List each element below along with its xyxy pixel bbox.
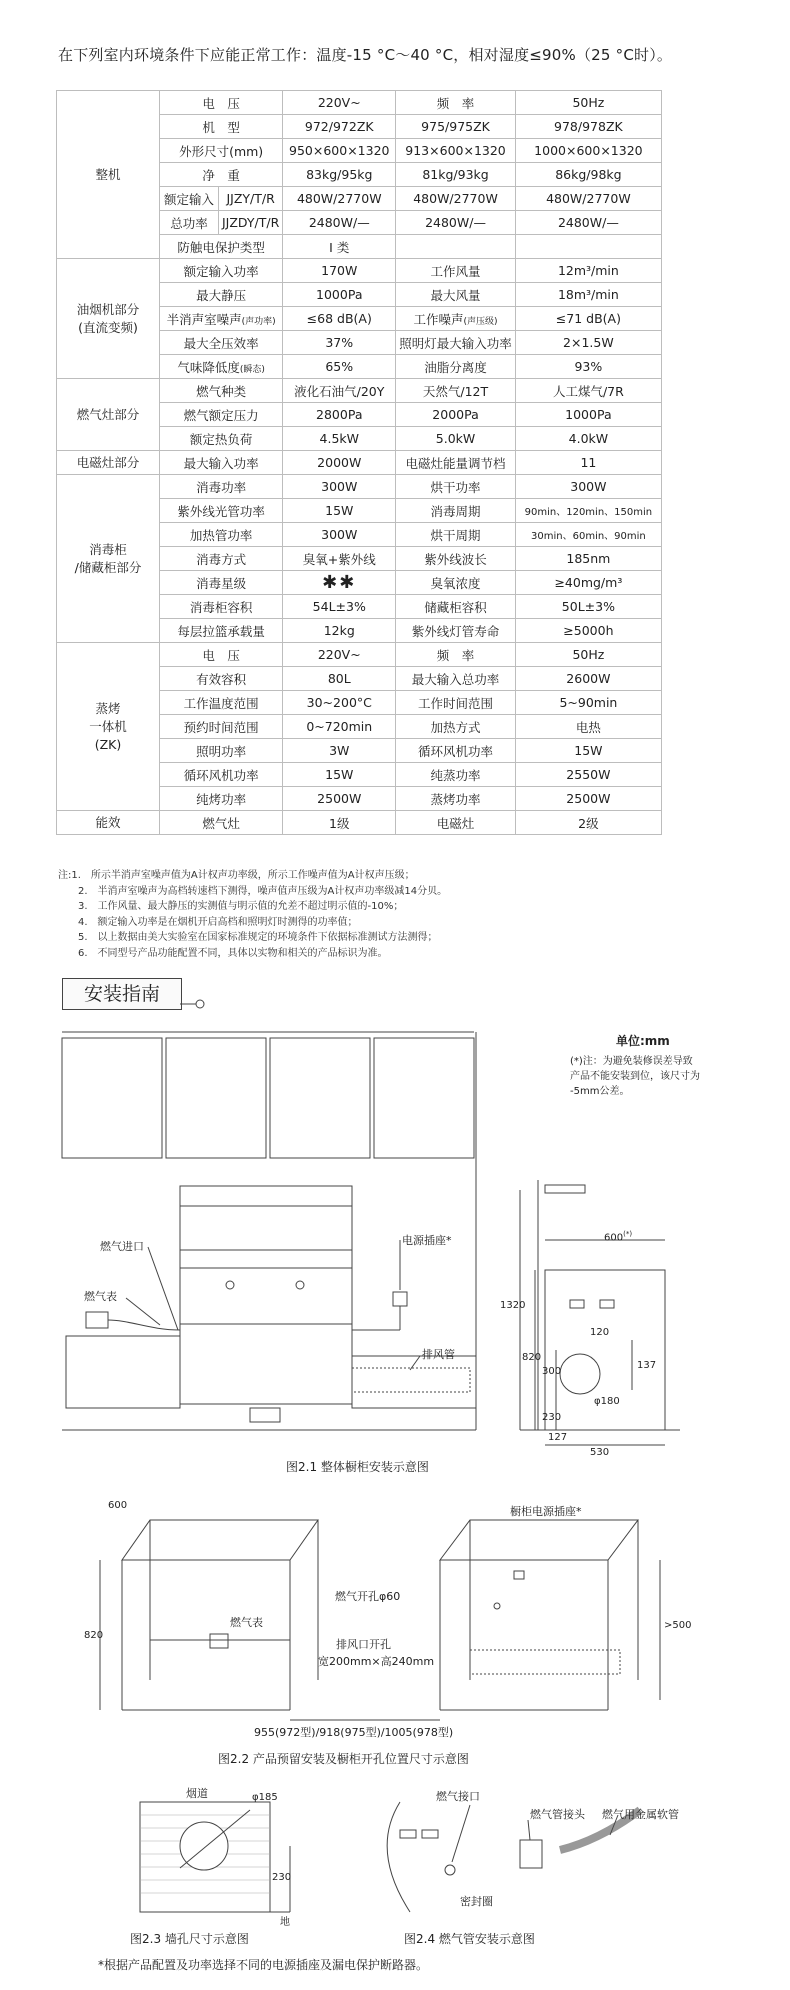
table-row: 机 型 972/972ZK 975/975ZK 978/978ZK — [57, 115, 662, 139]
wall-hole — [180, 1822, 228, 1870]
fig4-caption: 图2.4 燃气管安装示意图 — [404, 1932, 535, 1946]
exhaust-hole-label: 排风口开孔 — [336, 1638, 391, 1651]
gas-meter-icon — [210, 1634, 228, 1648]
table-row: 油烟机部分 (直流变频) 额定输入功率 170W 工作风量 12m³/min — [57, 259, 662, 283]
hood-top — [180, 1186, 352, 1206]
table-row: 总功率 JJZDY/T/R 2480W/— 2480W/— 2480W/— — [57, 211, 662, 235]
notes: 注:1. 所示半消声室噪声值为A计权声功率级，所示工作噪声值为A计权声压级； 2. 半消声室噪声为高档转速档下测得，噪声值声压级为A计权声功率级减14分贝。 3. 工作风量、最大静压的实测值与明示值的允差不超过明示值的-10%； 4. 额定输入功率是在烟机开启高档和照明灯时测得的功率值； 5. 以上数据由美大实验室在国家标准规定的环境条件下依据标准测试方法测得； 6. 不同型号产品功能配置不同，具体以实物和相关的产品标识为准。 — [58, 870, 448, 959]
upper-cabinet — [166, 1038, 266, 1158]
gas-meter-icon — [86, 1312, 108, 1328]
fig2-gas-meter-label: 燃气表 — [230, 1616, 263, 1629]
flue-label: 烟道 — [186, 1787, 208, 1800]
dim-1320: 1320 — [500, 1300, 526, 1311]
gas-hole-label: 燃气开孔φ60 — [335, 1590, 401, 1603]
dim-820: 820 — [522, 1352, 542, 1363]
knob-icon — [226, 1281, 234, 1289]
dim-230: 230 — [542, 1412, 562, 1423]
pipe-joint-label: 燃气管接头 — [530, 1808, 585, 1821]
dim-120: 120 — [590, 1327, 610, 1338]
pipe-joint-icon — [520, 1840, 542, 1868]
section-induction: 电磁灶部分 — [57, 451, 160, 475]
table-row: 消毒柜 /储藏柜部分 消毒功率 300W 烘干功率 300W — [57, 475, 662, 499]
gas-inlet-label: 燃气进口 — [100, 1240, 144, 1253]
dim-300: 300 — [542, 1366, 562, 1377]
socket-icon — [393, 1292, 407, 1306]
cooktop — [180, 1250, 352, 1268]
duct-circle — [560, 1354, 600, 1394]
table-row: 额定热负荷 4.5kW 5.0kW 4.0kW — [57, 427, 662, 451]
knob-icon — [296, 1281, 304, 1289]
dim-127: 127 — [548, 1432, 568, 1443]
dim-137: 137 — [637, 1360, 657, 1371]
exhaust-duct — [470, 1650, 620, 1674]
install-guide-title: 安装指南 — [62, 978, 182, 1010]
star-rating: ✱✱ — [283, 571, 396, 595]
cabinet-socket-label: 橱柜电源插座* — [510, 1505, 582, 1518]
table-row: 加热管功率 300W 烘干周期 30min、60min、90min — [57, 523, 662, 547]
gas-meter-label: 燃气表 — [84, 1290, 117, 1303]
section-steam: 蒸烤 一体机 (ZK) — [57, 643, 160, 811]
table-row: 额定输入 JJZY/T/R 480W/2770W 480W/2770W 480W/2770W — [57, 187, 662, 211]
cabinet-socket-icon — [514, 1571, 524, 1579]
table-row: 消毒柜容积 54L±3% 储藏柜容积 50L±3% — [57, 595, 662, 619]
fig3-dim-230: 230 — [272, 1872, 292, 1883]
fig2-dim-500: >500 — [664, 1620, 692, 1631]
table-row: 预约时间范围 0~720min 加热方式 电热 — [57, 715, 662, 739]
fig2-dim-820: 820 — [84, 1630, 104, 1641]
section-whole: 整机 — [57, 91, 160, 259]
table-row: 燃气额定压力 2800Pa 2000Pa 1000Pa — [57, 403, 662, 427]
intro-text: 在下列室内环境条件下应能正常工作：温度-15 °C～40 °C，相对湿度≤90%（25 °C时）。 — [58, 46, 673, 64]
dim-530: 530 — [590, 1447, 610, 1458]
fig2-dim-600: 600 — [108, 1500, 128, 1511]
table-row: 工作温度范围 30~200°C 工作时间范围 5~90min — [57, 691, 662, 715]
exhaust-pipe-label: 排风管 — [422, 1348, 455, 1361]
fig2-width-label: 955(972型)/918(975型)/1005(978型) — [254, 1726, 454, 1739]
power-socket-label: 电源插座* — [402, 1234, 452, 1247]
table-row: 净 重 83kg/95kg 81kg/93kg 86kg/98kg — [57, 163, 662, 187]
exhaust-duct — [352, 1368, 470, 1392]
table-row: 最大静压 1000Pa 最大风量 18m³/min — [57, 283, 662, 307]
table-row: 紫外线光管功率 15W 消毒周期 90min、120min、150min — [57, 499, 662, 523]
fig2-caption: 图2.2 产品预留安装及橱柜开孔位置尺寸示意图 — [218, 1752, 469, 1766]
table-row: 外形尺寸(mm) 950×600×1320 913×600×1320 1000×600×1320 — [57, 139, 662, 163]
upper-drawer — [180, 1268, 352, 1324]
pin-icon — [196, 1000, 204, 1008]
upper-cabinet — [374, 1038, 474, 1158]
table-row: 照明功率 3W 循环风机功率 15W — [57, 739, 662, 763]
table-row: 半消声室噪声(声功率) ≤68 dB(A) 工作噪声(声压级) ≤71 dB(A) — [57, 307, 662, 331]
unit-label: 单位:mm — [616, 1034, 670, 1048]
table-row: 消毒星级 ✱✱ 臭氧浓度 ≥40mg/m³ — [57, 571, 662, 595]
appliance-side — [387, 1802, 410, 1912]
dim-180: φ180 — [594, 1396, 620, 1407]
fig3-caption: 图2.3 墙孔尺寸示意图 — [130, 1932, 249, 1946]
gas-pipe — [108, 1320, 180, 1330]
table-row: 每层拉篮承载量 12kg 紫外线灯管寿命 ≥5000h — [57, 619, 662, 643]
table-row: 有效容积 80L 最大输入总功率 2600W — [57, 667, 662, 691]
table-row: 电磁灶部分 最大输入功率 2000W 电磁灶能量调节档 11 — [57, 451, 662, 475]
gas-hole — [494, 1603, 500, 1609]
seal-label: 密封圈 — [460, 1895, 493, 1908]
table-row: 燃气灶部分 燃气种类 液化石油气/20Y 天然气/12T 人工煤气/7R — [57, 379, 662, 403]
fig1-caption: 图2.1 整体橱柜安装示意图 — [286, 1460, 429, 1474]
section-cabinet: 消毒柜 /储藏柜部分 — [57, 475, 160, 643]
table-row: 循环风机功率 15W 纯蒸功率 2550W — [57, 763, 662, 787]
hose-label: 燃气用金属软管 — [602, 1808, 679, 1821]
lower-drawer — [180, 1324, 352, 1404]
ground-label: 地 — [280, 1917, 290, 1928]
vent-knob — [250, 1408, 280, 1422]
gas-port-label: 燃气接口 — [436, 1790, 480, 1803]
side-hood-top — [545, 1185, 585, 1193]
table-row: 蒸烤 一体机 (ZK) 电 压 220V~ 频 率 50Hz — [57, 643, 662, 667]
hood-body — [180, 1206, 352, 1250]
upper-cabinet — [270, 1038, 370, 1158]
exhaust-hole-size: 宽200mm×高240mm — [318, 1655, 435, 1668]
section-hood: 油烟机部分 (直流变频) — [57, 259, 160, 379]
gas-port-icon — [445, 1865, 455, 1875]
cabinet-top — [122, 1520, 318, 1560]
table-row: 最大全压效率 37% 照明灯最大输入功率 2×1.5W — [57, 331, 662, 355]
table-row: 防触电保护类型 I 类 — [57, 235, 662, 259]
dim-600: 600(*) — [604, 1230, 633, 1244]
tolerance-note: (*)注：为避免装修误差导致 产品不能安装到位，该尺寸为 -5mm公差。 — [570, 1056, 700, 1097]
table-row: 整机 电 压 220V~ 频 率 50Hz — [57, 91, 662, 115]
table-row: 能效 燃气灶 1级 电磁灶 2级 — [57, 811, 662, 835]
section-efficiency: 能效 — [57, 811, 160, 835]
section-gas: 燃气灶部分 — [57, 379, 160, 451]
upper-cabinet — [62, 1038, 162, 1158]
fig3-dim-185: φ185 — [252, 1792, 278, 1803]
counter-left — [66, 1336, 180, 1408]
table-row: 纯烤功率 2500W 蒸烤功率 2500W — [57, 787, 662, 811]
footnote: *根据产品配置及功率选择不同的电源插座及漏电保护断路器。 — [98, 1958, 429, 1972]
table-row: 气味降低度(瞬态) 65% 油脂分离度 93% — [57, 355, 662, 379]
table-row: 消毒方式 臭氧+紫外线 紫外线波长 185nm — [57, 547, 662, 571]
